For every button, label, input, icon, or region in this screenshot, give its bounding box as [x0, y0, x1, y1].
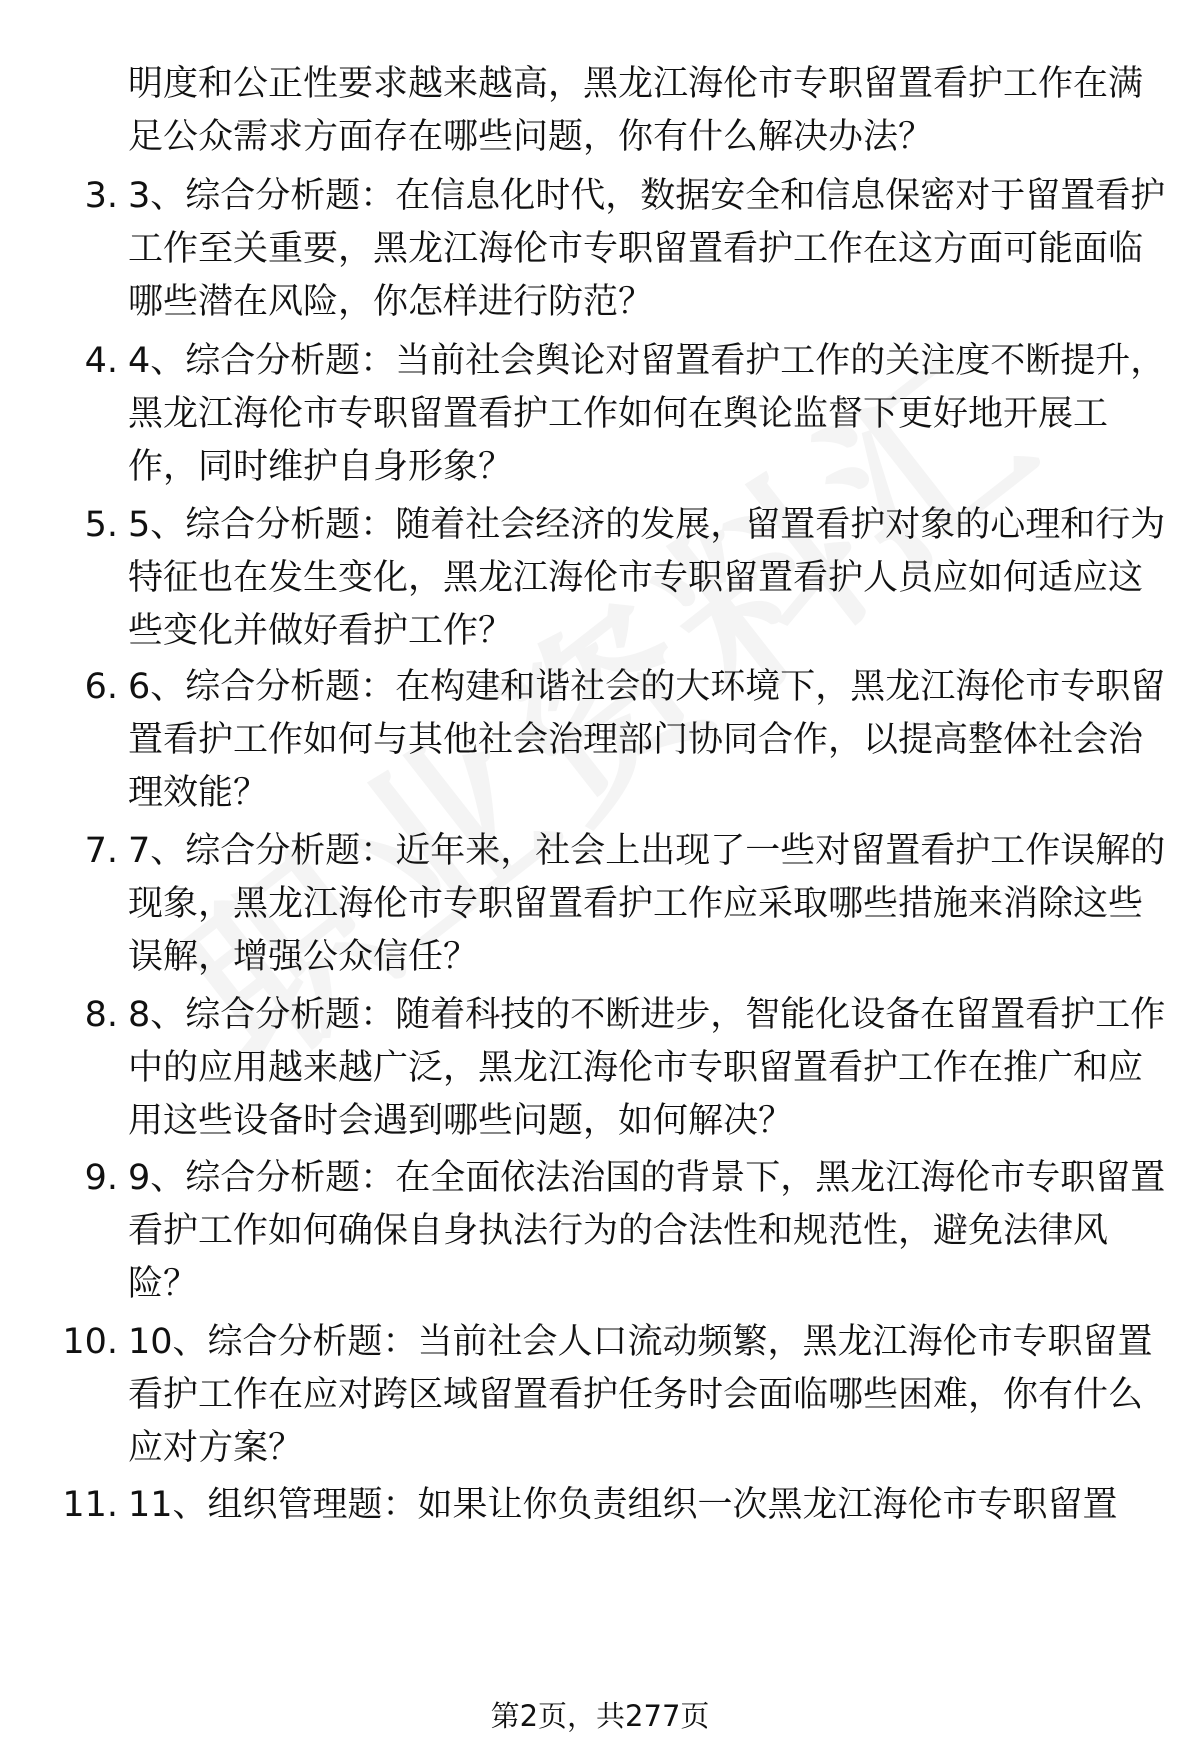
question-text: 4、综合分析题：当前社会舆论对留置看护工作的关注度不断提升，黑龙江海伦市专职留置看护工作如何在舆论监督下更好地开展工作，同时维护自身形象？ — [128, 341, 1166, 487]
question-text: 5、综合分析题：随着社会经济的发展，留置看护对象的心理和行为特征也在发生变化，黑龙江海伦市专职留置看护人员应如何适应这些变化并做好看护工作？ — [128, 505, 1166, 651]
list-number: 5. — [84, 505, 118, 545]
list-number: 9. — [84, 1158, 118, 1198]
list-number: 7. — [84, 831, 118, 871]
question-text: 11、组织管理题：如果让你负责组织一次黑龙江海伦市专职留置 — [128, 1485, 1118, 1525]
question-text: 6、综合分析题：在构建和谐社会的大环境下，黑龙江海伦市专职留置看护工作如何与其他社会治理部门协同合作，以提高整体社会治理效能？ — [128, 667, 1166, 813]
list-number: 3. — [84, 176, 118, 216]
question-text: 7、综合分析题：近年来，社会上出现了一些对留置看护工作误解的现象，黑龙江海伦市专职留置看护工作应采取哪些措施来消除这些误解，增强公众信任？ — [128, 831, 1166, 977]
list-number: 11. — [62, 1485, 118, 1525]
page-footer: 第2页，共277页 — [490, 1699, 710, 1733]
list-number: 10. — [62, 1322, 118, 1362]
list-number: 4. — [84, 341, 118, 381]
list-number: 8. — [84, 995, 118, 1035]
continued-paragraph: 明度和公正性要求越来越高，黑龙江海伦市专职留置看护工作在满足公众需求方面存在哪些问题，你有什么解决办法？ — [128, 64, 1144, 157]
question-text: 9、综合分析题：在全面依法治国的背景下，黑龙江海伦市专职留置看护工作如何确保自身执法行为的合法性和规范性，避免法律风险？ — [128, 1158, 1166, 1304]
question-text: 8、综合分析题：随着科技的不断进步，智能化设备在留置看护工作中的应用越来越广泛，黑龙江海伦市专职留置看护工作在推广和应用这些设备时会遇到哪些问题，如何解决？ — [128, 995, 1166, 1141]
list-number: 6. — [84, 667, 118, 707]
question-text: 10、综合分析题：当前社会人口流动频繁，黑龙江海伦市专职留置看护工作在应对跨区域留置看护任务时会面临哪些困难，你有什么应对方案？ — [128, 1322, 1153, 1468]
question-text: 3、综合分析题：在信息化时代，数据安全和信息保密对于留置看护工作至关重要，黑龙江海伦市专职留置看护工作在这方面可能面临哪些潜在风险，你怎样进行防范？ — [128, 176, 1166, 322]
